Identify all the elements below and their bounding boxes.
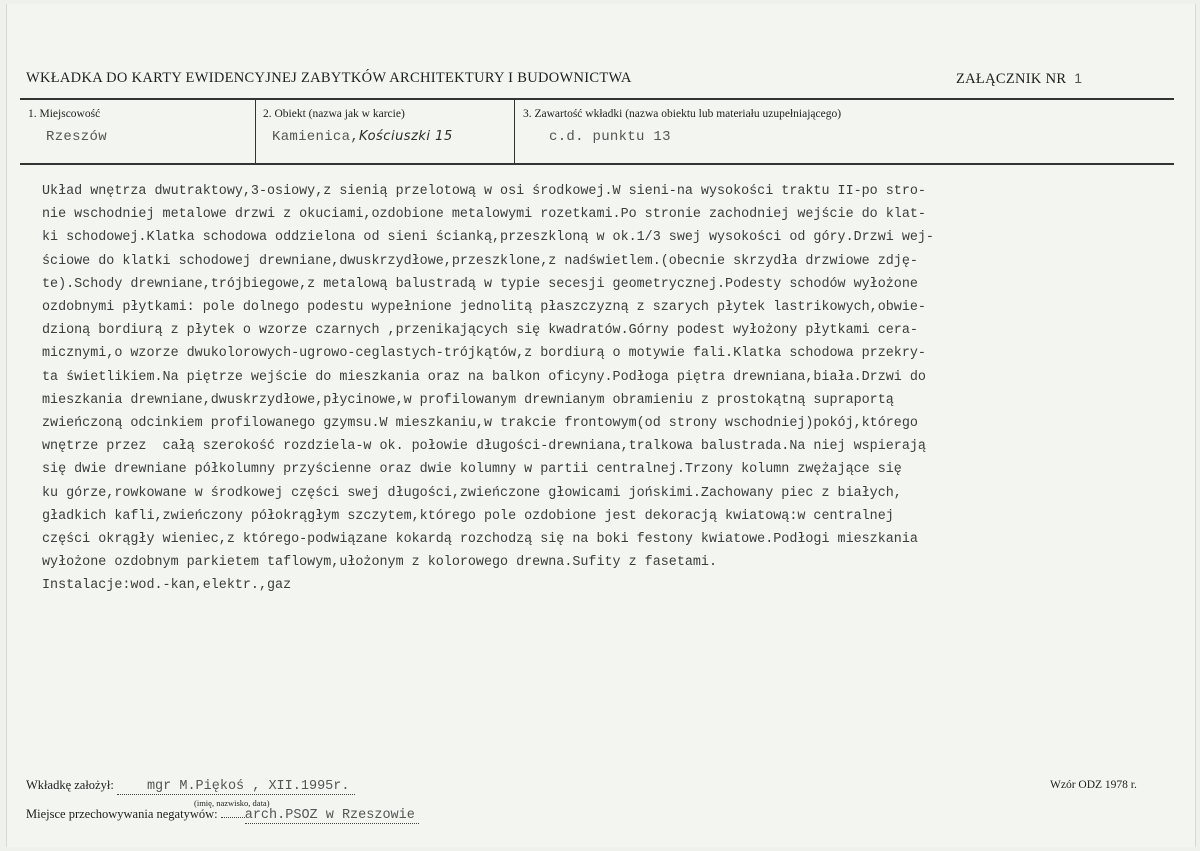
content-value: c.d. punktu 13	[549, 129, 671, 145]
locality-value: Rzeszów	[46, 129, 107, 145]
body-line: gładkich kafli,zwieńczony półokrągłym szczytem,którego pole ozdobione jest dekoracją kwiatową:w centralnej	[42, 508, 894, 524]
body-line: wnętrze przez całą szerokość rozdziela-w ok. połowie długości-drewniana,tralkowa balustrada.Na niej wspierają	[42, 439, 926, 455]
body-line: nie wschodniej metalowe drzwi z okuciami,ozdobione metalowymi rozetkami.Po stronie zachodniej wejście do klat-	[42, 207, 926, 223]
attachment-number	[956, 70, 1082, 88]
attachment-label: ZAŁĄCZNIK NR	[956, 71, 1067, 87]
storage-value: arch.PSOZ w Rzeszowie	[245, 808, 419, 824]
object-value: Kamienica,Kościuszki 15	[272, 129, 453, 145]
form-template-label: Wzór ODZ 1978 r.	[1050, 779, 1137, 791]
body-line: ku górze,rowkowane w środkowej części swej długości,zwieńczone głowicami jońskimi.Zachowany piec z białych,	[42, 485, 902, 501]
body-line: się dwie drewniane półkolumny przyścienne oraz dwie kolumny w partii centralnej.Trzony kolumn zwężające się	[42, 462, 902, 478]
content-label: 3. Zawartość wkładki (nazwa obiektu lub materiału uzupełniającego)	[523, 108, 842, 120]
body-line: ki schodowej.Klatka schodowa oddzielona od sieni ścianką,przeszkloną w ok.1/3 swej wysokości od góry.Drzwi wej-	[42, 230, 934, 246]
body-line: części okrągły wieniec,z którego-podwiązane kokardą rozchodzą się na boki festony kwiatowe.Podłogi mieszkania	[42, 532, 918, 548]
created-value: mgr M.Piękoś , XII.1995r.	[117, 779, 356, 795]
storage-label: Miejsce przechowywania negatywów:	[26, 807, 218, 821]
created-hint: (imię, nazwisko, data)	[194, 798, 270, 808]
body-line: zwieńczoną odcinkiem profilowanego gzymsu.W mieszkaniu,w trakcie frontowym(od strony wschodniej)pokój,którego	[42, 416, 918, 432]
object-label: 2. Obiekt (nazwa jak w karcie)	[263, 108, 405, 120]
body-line: dzioną bordiurą z płytek o wzorze czarnych ,przenikających się kwadratów.Górny podest wyłożony płytkami cera-	[42, 323, 918, 339]
body-line: Układ wnętrza dwutraktowy,3-osiowy,z sienią przelotową w osi środkowej.W sieni-na wysokości traktu II-po stro-	[42, 184, 926, 199]
object-handwritten: Kościuszki 15	[359, 129, 453, 144]
description-text	[42, 180, 1167, 598]
header-bottom-rule	[20, 163, 1174, 165]
created-label: Wkładkę założył:	[26, 778, 114, 792]
body-line: micznymi,o wzorze dwukolorowych-ugrowo-ceglastych-trójkątów,z bordiurą o motywie fali.Klatka schodowa przekry-	[42, 346, 926, 362]
storage-row	[26, 807, 419, 823]
column-divider-1	[255, 100, 256, 163]
body-line: Instalacje:wod.-kan,elektr.,gaz	[42, 578, 292, 594]
body-line: ozdobnymi płytkami: pole dolnego podestu wypełnione jednolitą płaszczyzną z szarych płytek lastrikowych,obwie-	[42, 300, 926, 316]
attachment-number-value: 1	[1074, 70, 1083, 86]
created-by-row	[26, 778, 355, 794]
object-typed: Kamienica	[272, 129, 351, 145]
document-title: WKŁADKA DO KARTY EWIDENCYJNEJ ZABYTKÓW ARCHITEKTURY I BUDOWNICTWA	[26, 70, 632, 86]
header-top-rule	[20, 98, 1174, 100]
body-line: ściowe do klatki schodowej drewniane,dwuskrzydłowe,przeszklone,z nadświetlem.(obecnie skrzydła drzwiowe zdję-	[42, 253, 918, 269]
body-line: ta świetlikiem.Na piętrze wejście do mieszkania oraz na balkon oficyny.Podłoga piętra drewniana,biała.Drzwi do	[42, 369, 926, 385]
body-line: te).Schody drewniane,trójbiegowe,z metalową balustradą w typie secesji geometrycznej.Podesty schodów wyłożone	[42, 276, 918, 292]
body-line: mieszkania drewniane,dwuskrzydłowe,płycinowe,w profilowanym drewnianym obramieniu z prostokątną supraportą	[42, 392, 894, 408]
body-line: wyłożone ozdobnym parkietem taflowym,ułożonym z kolorowego drewna.Sufity z fasetami.	[42, 555, 717, 571]
column-divider-2	[514, 100, 515, 163]
locality-label: 1. Miejscowość	[28, 108, 101, 120]
